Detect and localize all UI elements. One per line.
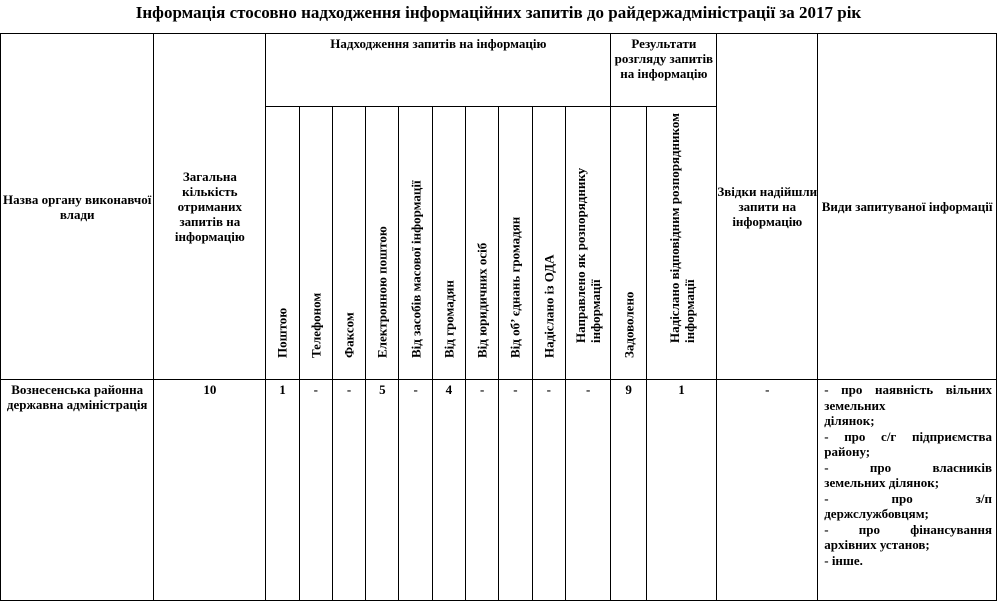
page-title: Інформація стосовно надходження інформаційних запитів до райдержадміністрації за 2017 рік <box>135 3 862 22</box>
types-line: - про власників <box>824 459 992 475</box>
cell-types <box>818 380 997 601</box>
cell-value: - <box>332 380 365 601</box>
types-line: району; <box>824 444 871 459</box>
header-sent-from-oda: Надіслано із ОДА <box>532 107 565 380</box>
cell-value: - <box>532 380 565 601</box>
header-from-citizens: Від громадян <box>432 107 465 380</box>
cell-value: - <box>299 380 332 601</box>
header-by-email: Електронною поштою <box>366 107 399 380</box>
types-line: ділянок; <box>824 413 875 428</box>
header-receipt-group: Надходження запитів на інформацію <box>266 34 611 107</box>
cell-value: - <box>499 380 532 601</box>
header-from-legal-entities: Від юридичних осіб <box>466 107 499 380</box>
types-line: - про фінансування <box>824 521 992 537</box>
header-sources: Звідки надійшли запити на інформацію <box>717 34 818 380</box>
cell-value: 5 <box>366 380 399 601</box>
header-by-mail: Поштою <box>266 107 299 380</box>
types-line: держслужбовцям; <box>824 506 929 521</box>
cell-value: - <box>565 380 611 601</box>
cell-value: 4 <box>432 380 465 601</box>
cell-organ: Вознесенська районна державна адміністрація <box>1 380 154 601</box>
types-line: - про наявність вільних земельних <box>824 382 992 413</box>
cell-value: 1 <box>266 380 299 601</box>
header-from-associations: Від об’ єднань громадян <box>499 107 532 380</box>
header-by-phone: Телефоном <box>299 107 332 380</box>
header-total: Загальна кількість отриманих запитів на інформацію <box>154 34 266 380</box>
requests-table <box>0 33 997 601</box>
header-results-group: Результати розгляду запитів на інформацію <box>611 34 717 107</box>
cell-total: 10 <box>154 380 266 601</box>
cell-sources: - <box>717 380 818 601</box>
cell-value: 9 <box>611 380 646 601</box>
cell-value: - <box>399 380 432 601</box>
header-types: Види запитуваної інформації <box>818 34 997 380</box>
types-line: земельних ділянок; <box>824 475 940 490</box>
header-sent-to-manager: Надіслано відповідним розпорядником інформації <box>646 107 717 380</box>
cell-value: 1 <box>646 380 717 601</box>
header-by-fax: Факсом <box>332 107 365 380</box>
header-organ: Назва органу виконавчої влади <box>1 34 154 380</box>
types-line: - про з/п <box>824 490 992 506</box>
cell-value: - <box>466 380 499 601</box>
header-directed-as-manager: Направлено як розпоряднику інформації <box>565 107 611 380</box>
types-line: - інше. <box>824 552 863 568</box>
header-satisfied: Задоволено <box>611 107 646 380</box>
types-line: архівних установ; <box>824 537 930 552</box>
types-line: - про с/г підприємства <box>824 428 992 444</box>
table-row <box>1 380 997 601</box>
header-from-media: Від засобів масової інформації <box>399 107 432 380</box>
